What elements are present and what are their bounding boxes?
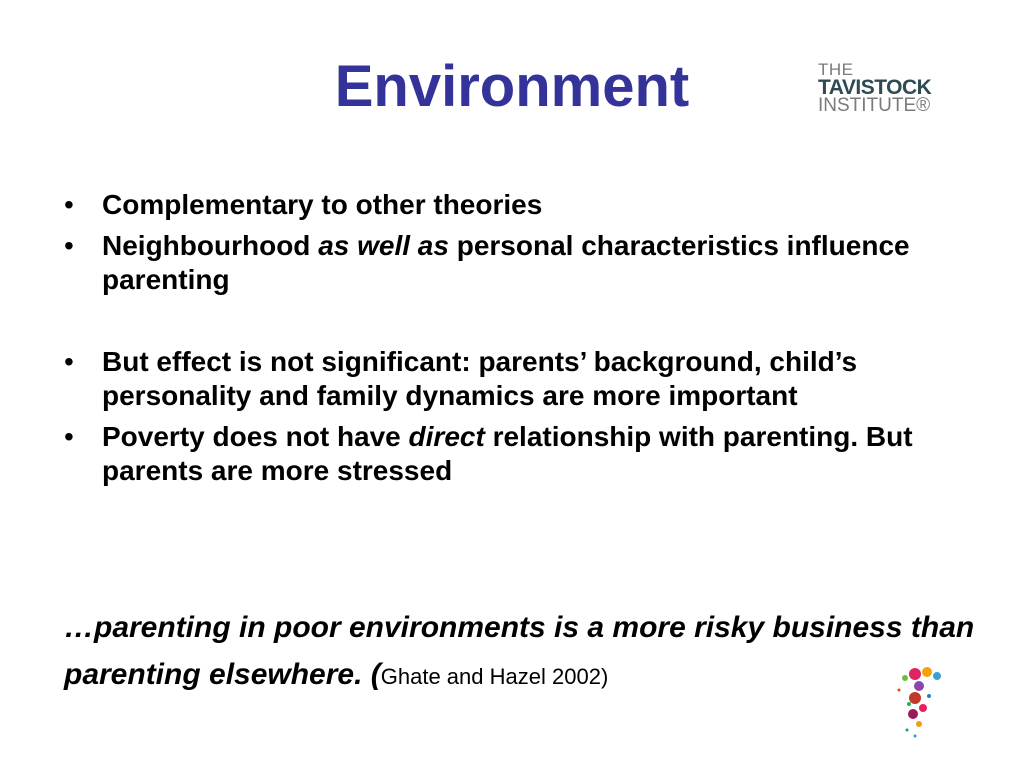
- bullet-text-pre: Poverty does not have: [102, 421, 409, 452]
- bullet-dot: •: [64, 346, 74, 377]
- bullet-text-pre: Neighbourhood: [102, 230, 319, 261]
- bullet-text: But effect is not significant: parents’ background, child’s personality and family dynamics are more important: [102, 346, 858, 411]
- bullet-text: Complementary to other theories: [102, 189, 543, 220]
- logo-line-1: THE: [818, 60, 854, 79]
- quote-text: …parenting in poor environments is a more risky business than parenting elsewhere. (: [64, 611, 975, 691]
- decorative-dots-icon: [885, 660, 955, 740]
- bullet-item: [62, 420, 962, 488]
- bullet-item: [62, 188, 962, 222]
- bullet-item: [62, 229, 962, 297]
- logo-line-2: TAVISTOCK: [818, 75, 932, 99]
- tavistock-institute-logo: [818, 62, 948, 114]
- bullet-text-emphasis: as well as: [318, 230, 449, 261]
- bullet-dot: •: [64, 421, 74, 452]
- quote-citation: Ghate and Hazel 2002: [380, 664, 601, 689]
- slide-title: Environment: [334, 54, 690, 119]
- bullet-dot: •: [64, 230, 74, 261]
- quote-close-paren: ): [600, 664, 609, 689]
- bullet-text-post: personal characteristics influence parenting: [102, 230, 910, 295]
- bullet-item: [62, 345, 962, 413]
- bullet-dot: •: [64, 189, 74, 220]
- bullet-text-post: relationship with parenting. But parents are more stressed: [102, 421, 913, 486]
- bullet-text-emphasis: direct: [408, 421, 485, 452]
- logo-line-3: INSTITUTE®: [818, 94, 931, 116]
- closing-quote: [64, 604, 984, 700]
- bullet-list: [62, 188, 962, 495]
